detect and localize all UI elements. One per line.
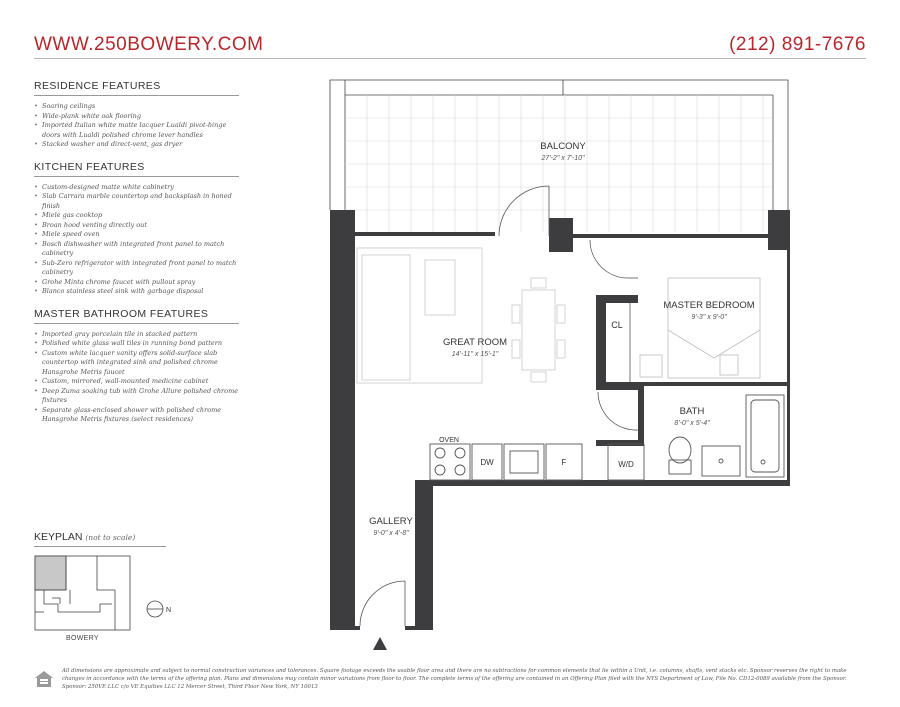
- gallery-dims: 9'-0" x 4'-8": [373, 530, 409, 537]
- keyplan-line: [52, 598, 60, 604]
- dining-chair: [512, 305, 520, 323]
- feature-item: • Wide-plank white oak flooring: [34, 112, 239, 122]
- feature-item: • Stacked washer and direct-vent, gas dryer: [34, 140, 239, 150]
- gallery-east-wall: [415, 480, 433, 628]
- living-furniture: [357, 248, 565, 383]
- vanity-drain-icon: [719, 459, 723, 463]
- bedroom-bath-wall: [638, 382, 788, 386]
- cooktop: [430, 444, 470, 480]
- kitchen-fixtures: [430, 444, 644, 480]
- feature-item: • Grohe Minta chrome faucet with pullout spray: [34, 278, 239, 288]
- kitchen-features-list: [34, 183, 239, 297]
- feature-item: • Imported Italian white matte lacquer Lualdi pivot-hinge doors with Lualdi polished chrome lever handles: [34, 121, 239, 140]
- features-column: [34, 80, 239, 436]
- west-wall: [330, 210, 355, 628]
- toilet-bowl: [669, 437, 691, 463]
- keyplan-drawing: [35, 556, 163, 630]
- residence-features-list: [34, 102, 239, 150]
- dining-chair: [557, 340, 565, 358]
- fridge-label: F: [561, 458, 567, 467]
- legal-disclaimer: All dimensions are approximate and subject to normal construction variances and tolerances. Square footage exceeds the usable floor area and there are no subtractions for common elements that lie within a Unit, i.e. columns, shafts, vent stacks etc. Sponsor reserves the right to make changes in accordance with the terms of the offering plan. Plans and dimensions may contain minor variations from floor to floor. The complete terms of the offering are contained in an Offering Plan filed with the NYS Department of Law, File No. CD12-0089 available from the Sponsor. Sponsor: 250VE LLC c/o VE Equities LLC 12 Mercer Street, Third Floor New York, NY 10013: [62, 668, 847, 690]
- bathroom-features-list: [34, 330, 239, 425]
- balcony-label: BALCONY: [540, 141, 586, 152]
- great-room-dims: 14'-11" x 15'-1": [451, 351, 499, 358]
- bed-frame: [668, 278, 760, 378]
- room-labels: [369, 141, 755, 537]
- feature-item: • Separate glass-enclosed shower with polished chrome Hansgrohe Metris fixtures (select residences): [34, 406, 239, 425]
- doors: [360, 186, 638, 626]
- coffee-table: [425, 260, 455, 315]
- east-wall-column: [768, 210, 790, 250]
- central-column: [549, 218, 573, 252]
- feature-item: • Slab Carrara marble countertop and backsplash in honed finish: [34, 192, 239, 211]
- bathtub: [746, 395, 784, 477]
- bathroom-features: [34, 308, 239, 425]
- keyplan-title-text: KEYPLAN: [34, 531, 83, 543]
- kitchen-features: [34, 161, 239, 297]
- sink-basin: [510, 451, 538, 473]
- window-wall: [355, 232, 495, 236]
- great-room-label: GREAT ROOM: [442, 337, 508, 348]
- website-url[interactable]: WWW.250BOWERY.COM: [34, 34, 264, 55]
- keyplan-street-label: BOWERY: [66, 635, 99, 642]
- keyplan-outline: [35, 556, 130, 630]
- phone-number[interactable]: (212) 891-7676: [729, 34, 866, 55]
- balcony-area: [330, 80, 788, 210]
- kitchen-sink: [504, 444, 544, 480]
- residence-features-title: RESIDENCE FEATURES: [34, 80, 239, 96]
- feature-item: • Custom, mirrored, wall-mounted medicine cabinet: [34, 377, 239, 387]
- entry-wall: [330, 626, 360, 630]
- north-arrow-icon: [147, 601, 163, 617]
- feature-item: • Bosch dishwasher with integrated front panel to match cabinetry: [34, 240, 239, 259]
- bath-dims: 8'-0" x 5'-4": [674, 420, 710, 427]
- keyplan-line: [44, 590, 112, 612]
- tub-basin: [751, 400, 779, 472]
- keyplan-title: [34, 531, 166, 547]
- header-divider: [34, 58, 866, 59]
- feature-item: • Soaring ceilings: [34, 102, 239, 112]
- oven-label: OVEN: [439, 437, 459, 444]
- burner-icon: [455, 448, 465, 458]
- bedroom-wall: [596, 382, 638, 390]
- area-rug: [357, 248, 482, 383]
- balcony-dims: 27'-2" x 7'-10": [541, 155, 585, 162]
- bath-door-swing: [598, 392, 638, 430]
- washer-dryer-label: W/D: [618, 460, 634, 469]
- balcony-railing: [330, 80, 788, 210]
- feature-item: • Miele speed oven: [34, 230, 239, 240]
- keyplan-line: [97, 556, 115, 630]
- keyplan-header: [34, 531, 166, 547]
- bath-wall: [596, 440, 644, 446]
- kitchen-features-title: KITCHEN FEATURES: [34, 161, 239, 177]
- window-wall: [573, 234, 768, 238]
- balcony-tile-grid: [345, 95, 773, 232]
- feature-item: • Miele gas cooktop: [34, 211, 239, 221]
- bathroom-features-title: MASTER BATHROOM FEATURES: [34, 308, 239, 324]
- residence-features: [34, 80, 239, 150]
- burner-icon: [435, 465, 445, 475]
- feature-item: • Sub-Zero refrigerator with integrated front panel to match cabinetry: [34, 259, 239, 278]
- closet-wall: [596, 295, 638, 303]
- closet-wall: [596, 295, 606, 390]
- dining-table: [522, 290, 555, 370]
- refrigerator: [546, 444, 582, 480]
- kitchen-wall: [415, 480, 790, 486]
- sofa: [362, 255, 410, 380]
- bath-fixtures: [669, 395, 784, 477]
- east-wall: [787, 250, 790, 480]
- closet-label: CL: [611, 320, 623, 330]
- toilet-tank: [669, 460, 691, 474]
- tub-drain-icon: [761, 460, 765, 464]
- keyplan-unit-highlight: [35, 556, 66, 590]
- master-bedroom-label: MASTER BEDROOM: [663, 300, 755, 311]
- washer-dryer: [608, 444, 644, 480]
- entry-door-swing: [360, 581, 405, 626]
- bath-label: BATH: [679, 406, 705, 417]
- equal-housing-icon: [34, 669, 54, 689]
- north-label: N: [166, 607, 172, 614]
- feature-item: • Imported gray porcelain tile in stacked pattern: [34, 330, 239, 340]
- balcony-door-swing: [499, 186, 549, 236]
- nightstand: [720, 355, 738, 375]
- feature-item: • Custom-designed matte white cabinetry: [34, 183, 239, 193]
- entry-arrow-icon: [373, 637, 387, 650]
- burner-icon: [455, 465, 465, 475]
- keyplan-line: [35, 556, 66, 590]
- dining-chair: [531, 278, 546, 288]
- dining-chair: [512, 340, 520, 358]
- feature-item: • Broan hood venting directly out: [34, 221, 239, 231]
- dining-chair: [531, 372, 546, 382]
- dishwasher: [472, 444, 502, 480]
- feature-item: • Custom white lacquer vanity offers solid-surface slab countertop with integrated sink and polished chrome Hansgrohe Metris faucet: [34, 349, 239, 378]
- entry-wall: [405, 626, 433, 630]
- dishwasher-label: DW: [480, 458, 494, 467]
- feature-item: • Blanco stainless steel sink with garbage disposal: [34, 287, 239, 297]
- dining-chair: [557, 305, 565, 323]
- feature-item: • Deep Zuma soaking tub with Grohe Allure polished chrome fixtures: [34, 387, 239, 406]
- bedroom-door-swing: [590, 240, 628, 278]
- nightstand: [640, 355, 662, 377]
- bath-wall: [638, 386, 644, 446]
- walls: [330, 210, 790, 630]
- gallery-label: GALLERY: [369, 516, 413, 527]
- bed-duvet: [668, 330, 760, 358]
- feature-item: • Polished white glass wall tiles in running bond pattern: [34, 339, 239, 349]
- bed: [640, 278, 760, 378]
- master-bedroom-dims: 9'-3" x 9'-0": [691, 314, 727, 321]
- burner-icon: [435, 448, 445, 458]
- keyplan-note: (not to scale): [85, 533, 136, 542]
- vanity: [702, 446, 740, 476]
